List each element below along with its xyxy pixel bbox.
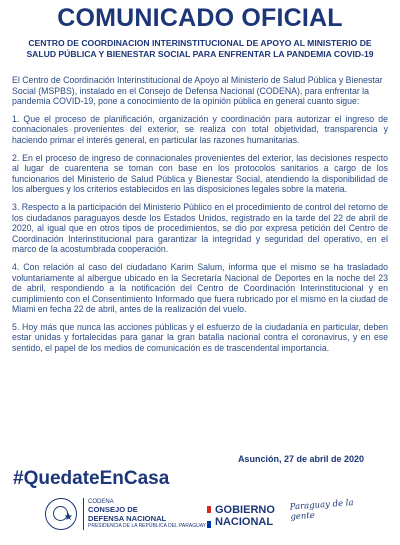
flag-stripe-blue <box>207 521 211 528</box>
codena-seal-icon <box>45 498 77 530</box>
logo-divider <box>83 498 84 530</box>
gobierno-line: GOBIERNO <box>215 504 275 516</box>
communique-date: Asunción, 27 de abril de 2020 <box>237 454 364 464</box>
seal-inner-ring <box>53 506 73 523</box>
slogan-signature: Paraguay de la gente <box>289 498 354 523</box>
gobierno-line: NACIONAL <box>215 516 274 528</box>
intro-paragraph: El Centro de Coordinación Interinstitucional de Apoyo al Ministerio de Salud Pública y Bienestar Social (MSPBS), instalado en el Consejo de Defensa Nacional (CODENA), para enfrentar la pandemia COVID-19, pone a conocimiento de la opinión pública en general cuanto sigue: <box>12 75 383 107</box>
point-3: 3. Respecto a la participación del Ministerio Público en el procedimiento de control del retorno de los ciudadanos paraguayos desde los Estados Unidos, registrado en la tarde del 22 de abril de 2020, al igual que en otros tipos de procedimientos, se dio por expresa petición del Centro de Coordinación Interinstitucional para garantizar la integridad y seguridad del operativo, en el marco de la acostumbrada cooperación. <box>12 201 388 255</box>
flag-stripe-white <box>207 513 211 520</box>
codena-logo <box>88 499 206 530</box>
page-subtitle <box>10 38 390 59</box>
page-title: COMUNICADO OFICIAL <box>57 4 343 32</box>
footer-logos <box>0 490 400 545</box>
codena-name-line: CONSEJO DE <box>88 505 138 514</box>
point-2: 2. En el proceso de ingreso de connacionales provenientes del exterior, las decisiones respecto al lugar de cuarentena se toman con base en los protocolos sanitarios a cargo de los funcionarios del Ministerio de Salud Pública y Bienestar Social, atendiendo la disponibilidad de los albergues y los criterios establecidos en las disposiciones legales sobre la materia. <box>12 152 388 195</box>
codena-name-line: DEFENSA NACIONAL <box>88 513 167 523</box>
hashtag: #QuedateEnCasa <box>13 468 170 489</box>
point-1: 1. Que el proceso de planificación, organización y coordinación para autorizar el ingreso de connacionales provenientes del exterior, se realiza con total objetividad, transparencia y haciendo primar el interés general, en particular las razones humanitarias. <box>12 113 388 145</box>
gobierno-nacional-logo <box>215 504 275 528</box>
point-4: 4. Con relación al caso del ciudadano Karim Salum, informa que el mismo se ha trasladado voluntariamente al albergue ubicado en la Secretaría Nacional de Deportes en la noche del 23 de abril, respondiendo a la notificación del Centro de Coordinación Interinstitucional y en cumplimiento con el Consentimiento Informado que fuera rubricado por el mismo en la ciudad de Miami en fecha 22 de abril, antes de la realización del vuelo. <box>12 261 388 315</box>
communique-body <box>12 75 388 361</box>
flag-stripe-red <box>207 506 211 513</box>
codena-presidency: PRESIDENCIA DE LA REPÚBLICA DEL PARAGUAY <box>88 523 207 529</box>
paraguay-flag-icon <box>207 506 211 528</box>
subtitle-line: SALUD PÚBLICA Y BIENESTAR SOCIAL PARA ENFRENTAR LA PANDEMIA COVID-19 <box>26 48 374 59</box>
star-icon: ★ <box>64 512 73 523</box>
codena-abbr: CODENA <box>88 499 114 505</box>
subtitle-line: CENTRO DE COORDINACION INTERINSTITUCIONAL DE APOYO AL MINISTERIO DE <box>28 38 372 48</box>
point-5: 5. Hoy más que nunca las acciones públicas y el esfuerzo de la ciudadanía en particular, deben estar unidas y fortalecidas para ganar la gran batalla nacional contra el coronavirus, y en ese sentido, el papel de los medios de comunicación es de trascendental importancia. <box>12 321 388 354</box>
